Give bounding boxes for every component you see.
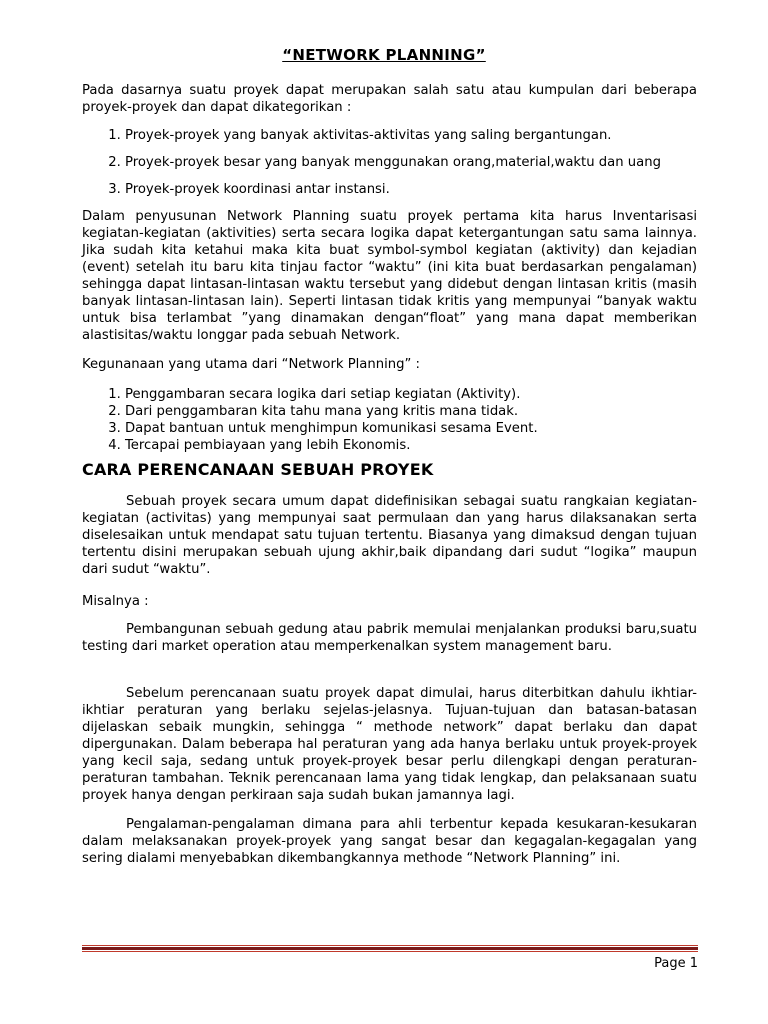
list-item: 2. Proyek-proyek besar yang banyak menggunakan orang,material,waktu dan uang bbox=[125, 154, 740, 171]
section-paragraph-1: Sebuah proyek secara umum dapat didefinisikan sebagai suatu rangkaian kegiatan-kegiatan (activitas) yang mempunyai saat permulaan dan yang harus dilaksanakan serta diselesaikan untuk mendapat satu tujuan tertentu. Biasanya yang dimaksud dengan tujuan tertentu disini merupakan sebuah ujung akhir,baik dipandang dari sudut “logika” maupun dari sudut “waktu”. bbox=[82, 494, 697, 577]
section-paragraph-2: Pembangunan sebuah gedung atau pabrik memulai menjalankan produksi baru,suatu testing dari market operation atau memperkenalkan system management baru. bbox=[82, 622, 697, 654]
list-item: 3. Proyek-proyek koordinasi antar instansi. bbox=[125, 181, 740, 198]
uses-intro: Kegunanaan yang utama dari “Network Planning” : bbox=[82, 357, 420, 372]
list-item: 1. Penggambaran secara logika dari setiap kegiatan (Aktivity). bbox=[125, 386, 740, 403]
misalnya-label: Misalnya : bbox=[82, 594, 149, 609]
categories-list bbox=[82, 127, 740, 208]
list-item: 4. Tercapai pembiayaan yang lebih Ekonomis. bbox=[125, 437, 740, 454]
intro-paragraph: Pada dasarnya suatu proyek dapat merupakan salah satu atau kumpulan dari beberapa proyek-proyek dan dapat dikategorikan : bbox=[82, 83, 697, 115]
list-item: 1. Proyek-proyek yang banyak aktivitas-aktivitas yang saling bergantungan. bbox=[125, 127, 740, 144]
page-number: Page 1 bbox=[654, 956, 698, 971]
section-heading: CARA PERENCANAAN SEBUAH PROYEK bbox=[82, 460, 434, 479]
footer-rule-top bbox=[82, 945, 698, 946]
list-item: 3. Dapat bantuan untuk menghimpun komunikasi sesama Event. bbox=[125, 420, 740, 437]
section-paragraph-3: Sebelum perencanaan suatu proyek dapat dimulai, harus diterbitkan dahulu ikhtiar-ikhtiar peraturan yang berlaku sejelas-jelasnya. Tujuan-tujuan dan batasan-batasan dijelaskan sebaik mungkin, sehingga “ methode network” dapat berlaku dan dapat dipergunakan. Dalam beberapa hal peraturan yang ada hanya berlaku untuk proyek-proyek yang kecil saja, sedang untuk proyek-proyek besar perlu dilengkapi dengan peraturan-peraturan tambahan. Teknik perencanaan lama yang tidak lengkap, dan pelaksanaan suatu proyek hanya dengan perkiraan saja sudah bukan jamannya lagi. bbox=[82, 686, 697, 803]
network-paragraph: Dalam penyusunan Network Planning suatu proyek pertama kita harus Inventarisasi kegiatan-kegiatan (aktivities) serta secara logika dapat ketergantungan satu sama lainnya. Jika sudah kita ketahui maka kita buat symbol-symbol kegiatan (aktivity) dan kejadian (event) setelah itu baru kita tinjau factor “waktu” (ini kita buat berdasarkan pengalaman) sehingga dapat lintasan-lintasan waktu tersebut yang didebut dengan lintasan kritis (masih banyak lintasan-lintasan lain). Seperti lintasan tidak kritis yang mempunyai “banyak waktu untuk bisa terlambat ”yang dinamakan dengan“float” yang mana dapat memberikan alastisitas/waktu longgar pada sebuah Network. bbox=[82, 209, 697, 343]
section-paragraph-4: Pengalaman-pengalaman dimana para ahli terbentur kepada kesukaran-kesukaran dalam melaksanakan proyek-proyek yang sangat besar dan kegagalan-kegagalan yang sering dialami menyebabkan dikembangkannya methode “Network Planning” ini. bbox=[82, 817, 697, 866]
uses-list bbox=[82, 386, 740, 454]
footer-rule-bottom bbox=[82, 951, 698, 952]
document-title: “NETWORK PLANNING” bbox=[282, 46, 486, 64]
footer-rule bbox=[82, 947, 698, 950]
list-item: 2. Dari penggambaran kita tahu mana yang kritis mana tidak. bbox=[125, 403, 740, 420]
